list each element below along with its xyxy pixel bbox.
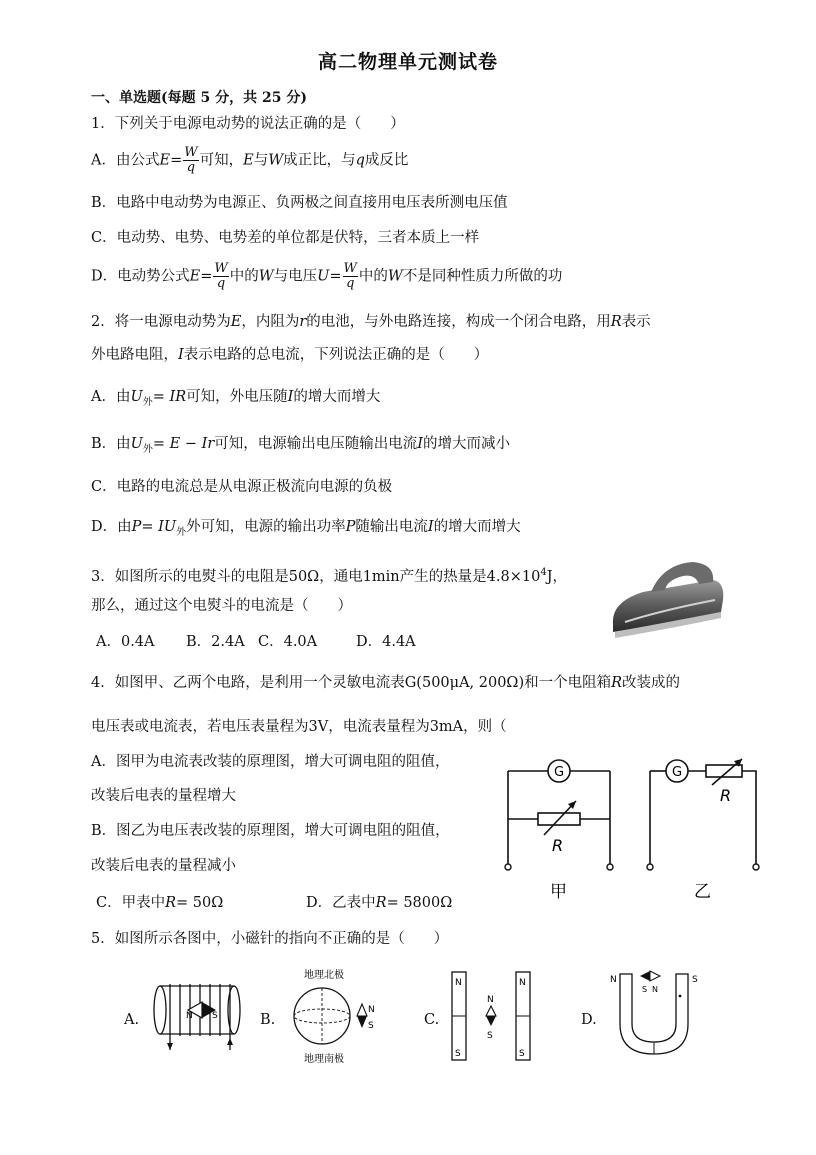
svg-text:S: S [368,1021,374,1031]
q2-option-d: D．由$P= IU_外$外可知，电源的输出功率P随输出电流I的增大而增大 [91,519,521,538]
svg-text:S: S [642,985,648,994]
q1-option-b: B．电路中电动势为电源正、负两极之间直接用电压表所测电压值 [91,195,508,211]
q5-label-b: B. [260,1012,276,1028]
resistor-label: R [720,786,732,805]
q3-option-a: A．0.4A [96,634,155,650]
q1-option-a: A．由公式E= $\frac{W}{q}$ 可知，E与W成正比，与q成反比 [91,145,409,175]
svg-text:N: N [186,1011,193,1021]
svg-text:N: N [368,1005,375,1015]
q5-stem: 5．如图所示各图中，小磁针的指向不正确的是（ ） [91,931,449,947]
q3-stem-line1: 3．如图所示的电熨斗的电阻是50Ω，通电1min产生的热量是$4.8\times 10^4J$， [91,567,568,585]
q3-stem-line2: 那么，通过这个电熨斗的电流是（ ） [91,598,352,614]
figure-label-yi: 乙 [694,882,711,902]
geographic-north-label: 地理北极 [304,970,344,981]
circuit-yi-diagram [638,755,768,905]
q5-label-a: A. [124,1012,140,1028]
q1-option-c: C．电动势、电势、电势差的单位都是伏特，三者本质上一样 [91,230,480,246]
svg-text:S: S [519,1049,525,1059]
q1-option-d: D．电动势公式E= $\frac{W}{q}$ 中的W与电压U= $\frac{W}{q}$ 中的W不是同种性质力所做的功 [91,261,563,291]
svg-text:S: S [455,1049,461,1059]
q3-option-d: D．4.4A [356,634,416,650]
q5-bar-magnets-figure [446,968,546,1064]
q2-option-c: C．电路的电流总是从电源正极流向电源的负极 [91,479,393,495]
svg-text:N: N [652,985,658,994]
q5-u-magnet-figure [606,966,706,1066]
geographic-south-label: 地理南极 [304,1054,344,1064]
electric-iron-image [603,552,733,642]
q2-option-b: B．由$U_外= E - Ir$可知，电源输出电压随输出电流I的增大而减小 [91,436,510,455]
circuit-jia-diagram [494,755,624,905]
svg-text:N: N [519,978,526,988]
q4-option-a-line2: 改装后电表的量程增大 [91,788,236,804]
q4-option-c: C．甲表中R= 50Ω [96,895,224,911]
resistor-label: R [552,836,564,855]
q3-option-b: B．2.4A [186,634,245,650]
q4-option-d: D．乙表中R= 5800Ω [306,895,453,911]
q5-label-c: C. [424,1012,440,1028]
q4-stem-line2: 电压表或电流表，若电压表量程为3V，电流表量程为3mA，则（ [91,719,507,735]
q3-option-c: C．4.0A [258,634,318,650]
q5-label-d: D. [581,1012,597,1028]
galvanometer-label: G [671,765,683,780]
q4-option-a-line1: A．图甲为电流表改装的原理图，增大可调电阻的阻值， [91,754,450,770]
page-title: 高二物理单元测试卷 [317,51,498,73]
figure-label-jia: 甲 [550,882,567,902]
q2-option-a: A．由$U_外=$ IR可知，外电压随I的增大而增大 [91,389,381,408]
svg-text:S: S [212,1011,218,1021]
q5-earth-figure [284,964,384,1064]
q4-option-b-line1: B．图乙为电压表改装的原理图，增大可调电阻的阻值， [91,823,450,839]
svg-text:N: N [610,975,617,985]
q4-stem-line1: 4．如图甲、乙两个电路，是利用一个灵敏电流表G(500μA, 200Ω)和一个电阻箱R改装成的 [91,675,681,691]
section-heading: 一、单选题(每题 5 分，共 25 分) [91,90,307,106]
svg-text:N: N [487,995,494,1005]
q1-stem: 1．下列关于电源电动势的说法正确的是（ ） [91,116,405,132]
galvanometer-label: G [553,765,565,780]
q2-stem-line2: 外电路电阻，I表示电路的总电流，下列说法正确的是（ ） [91,347,489,363]
svg-text:N: N [455,978,462,988]
q4-option-b-line2: 改装后电表的量程减小 [91,858,236,874]
q2-stem-line1: 2．将一电源电动势为E，内阻为r的电池，与外电路连接，构成一个闭合电路，用R表示 [91,314,651,330]
svg-text:S: S [692,975,698,985]
svg-text:S: S [487,1031,493,1041]
q5-solenoid-figure [148,970,248,1055]
